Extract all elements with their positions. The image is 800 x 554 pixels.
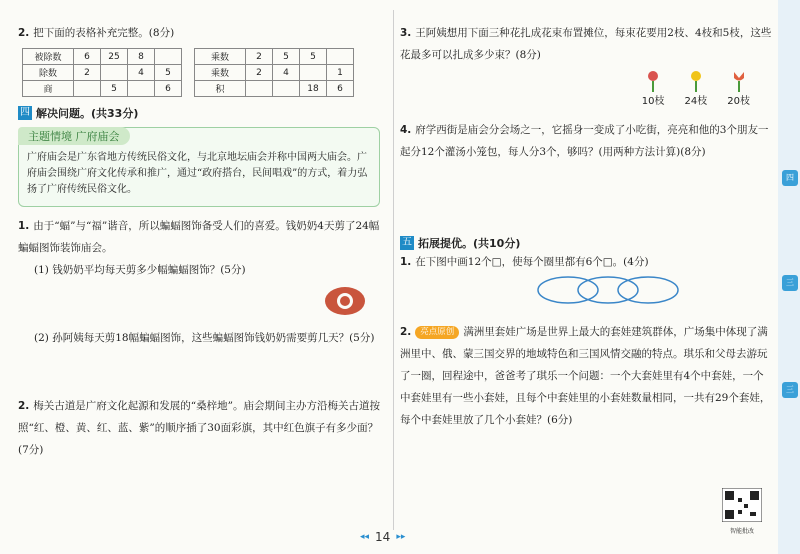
table-cell bbox=[128, 81, 155, 97]
next-arrow-icon[interactable]: ▸▸ bbox=[396, 532, 406, 542]
question-5-2 bbox=[400, 321, 772, 431]
section-title: 解决问题。(共33分) bbox=[36, 107, 139, 120]
table-cell: 5 bbox=[155, 65, 182, 81]
division-table bbox=[22, 48, 182, 97]
question-number: 1. bbox=[400, 256, 412, 268]
section-number-icon: 四 bbox=[20, 107, 30, 118]
table-cell bbox=[101, 65, 128, 81]
table-row bbox=[195, 65, 354, 81]
qr-code-icon bbox=[722, 488, 762, 522]
side-tab-strip bbox=[778, 0, 800, 554]
qr-label: 智能批改 bbox=[729, 528, 754, 535]
question-number: 1. bbox=[18, 220, 30, 232]
left-column bbox=[18, 22, 388, 461]
answer-space bbox=[400, 163, 772, 227]
table-cell: 6 bbox=[74, 49, 101, 65]
table-cell: 4 bbox=[128, 65, 155, 81]
section-4-heading bbox=[18, 105, 388, 121]
table-cell bbox=[246, 81, 273, 97]
table-cell: 5 bbox=[300, 49, 327, 65]
question-text: 梅关古道是广府文化起源和发展的“桑梓地”。庙会期间主办方沿梅关古道按照“红、橙、黄、红、蓝、紫”的顺序插了30面彩旗，其中红色旗子有多少面？(7分) bbox=[18, 400, 381, 456]
question-1-part-2: (2) 孙阿姨每天剪18幅蝙蝠图饰，这些蝙蝠图饰钱奶奶需要剪几天？(5分) bbox=[34, 332, 375, 344]
question-1 bbox=[18, 215, 388, 259]
table-cell: 5 bbox=[101, 81, 128, 97]
fill-tables bbox=[22, 48, 388, 97]
theme-tab: 主题情境 广府庙会 bbox=[18, 127, 130, 145]
question-number: 2. bbox=[18, 400, 30, 412]
table-cell: 除数 bbox=[23, 65, 74, 81]
table-cell bbox=[300, 65, 327, 81]
theme-context-box bbox=[18, 127, 380, 207]
table-cell: 8 bbox=[128, 49, 155, 65]
answer-space bbox=[18, 349, 388, 395]
page-number-bar bbox=[360, 530, 405, 544]
answer-space bbox=[18, 281, 388, 327]
table-cell: 25 bbox=[101, 49, 128, 65]
prev-arrow-icon[interactable]: ◂◂ bbox=[360, 532, 370, 542]
theme-text: 广府庙会是广东省地方传统民俗文化，与北京地坛庙会并称中国两大庙会。广府庙会围绕广府文化传承和推广，通过“政府搭台，民间唱戏”的方式，着力弘扬了广府传统民俗文化。 bbox=[27, 152, 368, 195]
question-number: 3. bbox=[400, 27, 412, 39]
table-cell: 1 bbox=[327, 65, 354, 81]
question-text: 王阿姨想用下面三种花扎成花束布置摊位，每束花要用2枝、4枝和5枝，这些花最多可以扎成多少束？(8分) bbox=[400, 27, 772, 61]
table-cell: 乘数 bbox=[195, 49, 246, 65]
table-row bbox=[195, 81, 354, 97]
table-cell: 乘数 bbox=[195, 65, 246, 81]
question-number: 2. bbox=[18, 27, 30, 39]
table-cell: 积 bbox=[195, 81, 246, 97]
flower-item bbox=[685, 70, 708, 107]
table-cell bbox=[273, 81, 300, 97]
bat-papercut-icon bbox=[322, 281, 368, 321]
question-3 bbox=[400, 22, 772, 66]
table-cell: 6 bbox=[327, 81, 354, 97]
question-number: 4. bbox=[400, 124, 412, 136]
flower-count: 20枝 bbox=[727, 96, 750, 107]
table-cell: 2 bbox=[246, 49, 273, 65]
side-tab[interactable]: 三 bbox=[782, 275, 798, 291]
table-cell: 2 bbox=[74, 65, 101, 81]
table-cell: 被除数 bbox=[23, 49, 74, 65]
column-divider bbox=[393, 10, 394, 530]
question-text: 府学西街是庙会分会场之一，它摇身一变成了小吃街，亮亮和他的3个朋友一起分12个灌汤小笼包，每人分3个，够吗？(用两种方法计算)(8分) bbox=[400, 124, 769, 158]
table-row bbox=[23, 81, 182, 97]
question-text: 把下面的表格补充完整。(8分) bbox=[33, 27, 175, 39]
page-number: 14 bbox=[375, 530, 391, 544]
question-number: 2. bbox=[400, 326, 412, 338]
table-cell bbox=[155, 49, 182, 65]
table-cell: 4 bbox=[273, 65, 300, 81]
table-cell: 2 bbox=[246, 65, 273, 81]
multiplication-table bbox=[194, 48, 354, 97]
question-text: 在下图中画12个□，使每个圈里都有6个□。(4分) bbox=[415, 256, 649, 268]
tulip-icon bbox=[730, 70, 748, 92]
table-cell: 6 bbox=[155, 81, 182, 97]
overlapping-circles-diagram bbox=[400, 273, 772, 307]
table-row bbox=[23, 65, 182, 81]
qr-code[interactable] bbox=[722, 488, 762, 535]
original-badge: 亮点原创 bbox=[415, 326, 459, 339]
flower-count: 10枝 bbox=[641, 96, 665, 107]
question-5-1 bbox=[400, 251, 772, 273]
flower-count: 24枝 bbox=[684, 96, 708, 107]
rose-icon bbox=[644, 70, 662, 92]
question-2b bbox=[18, 395, 388, 461]
section-number-icon: 五 bbox=[402, 237, 412, 248]
table-cell bbox=[74, 81, 101, 97]
table-row bbox=[23, 49, 182, 65]
question-4 bbox=[400, 119, 772, 163]
side-tab[interactable]: 四 bbox=[782, 170, 798, 186]
flower-item bbox=[727, 70, 750, 107]
table-cell bbox=[327, 49, 354, 65]
section-title: 拓展提优。(共10分) bbox=[418, 237, 521, 250]
question-2-fill-table bbox=[18, 22, 388, 44]
flower-counts bbox=[400, 70, 750, 107]
side-tab[interactable]: 三 bbox=[782, 382, 798, 398]
flower-item bbox=[642, 70, 665, 107]
table-cell: 18 bbox=[300, 81, 327, 97]
right-column bbox=[400, 22, 772, 431]
table-cell: 5 bbox=[273, 49, 300, 65]
table-cell: 商 bbox=[23, 81, 74, 97]
daisy-icon bbox=[687, 70, 705, 92]
table-row bbox=[195, 49, 354, 65]
question-text: 满洲里套娃广场是世界上最大的套娃建筑群体，广场集中体现了满洲里中、俄、蒙三国交界的地域特色和三国风情交融的特点。琪乐和父母去游玩了一圈，回程途中，爸爸考了琪乐一个问题：一个大套娃里有4个中套娃，一个中套娃里有一些小套娃，且每个中套娃里的小套娃数量相同，一共有29个套娃，每个中套娃里放了几个小套娃？(6分) bbox=[400, 326, 771, 426]
question-1-part-1: (1) 钱奶奶平均每天剪多少幅蝙蝠图饰？(5分) bbox=[34, 264, 246, 276]
section-5-heading bbox=[400, 235, 772, 251]
question-text: 由于“蝠”与“福”谐音，所以蝙蝠图饰备受人们的喜爱。钱奶奶4天剪了24幅蝙蝠图饰装饰庙会。 bbox=[18, 220, 380, 254]
